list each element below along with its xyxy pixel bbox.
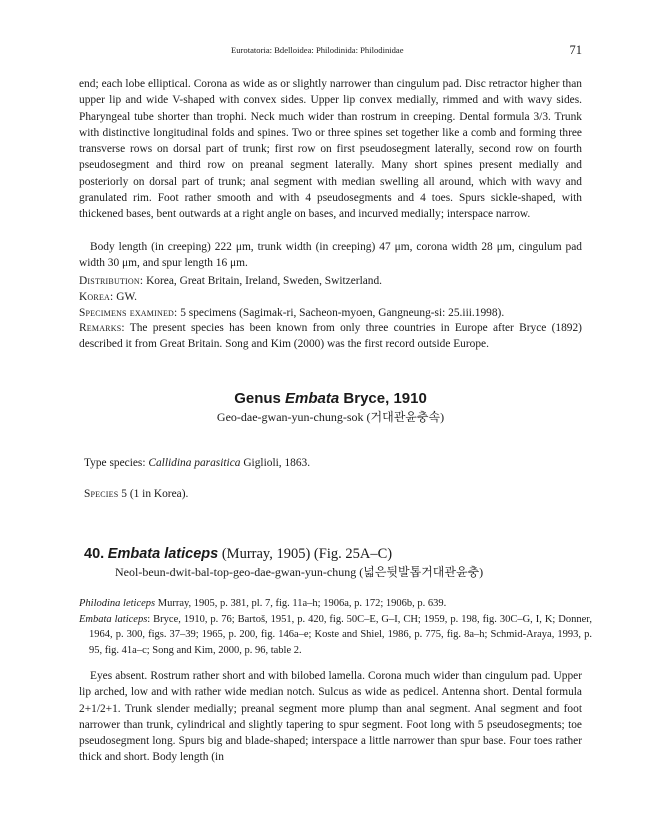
genus-heading bbox=[79, 389, 582, 425]
synonym-refs: Murray, 1905, p. 381, pl. 7, fig. 11a–h; 1906a, p. 172; 1906b, p. 639. bbox=[157, 598, 447, 609]
type-species-authority: Giglioli, 1863. bbox=[243, 457, 311, 469]
species-description: Eyes absent. Rostrum rather short and with bilobed lamella. Corona much wider than cingulum pad. Upper lip arched, low and with rather wide median notch. Sulcus as wide as pedicel. Antenna short. Dental formula 2+1/2+1. Trunk slender medially; preanal segment more plump than anal segment. Anal segment and foot narrower than trunk, cylindrical and slightly tapering to spur segment. Foot long with 5 pseudosegments; toe pseudosegment long. Spurs big and blade-shaped; interspace a little narrower than spur base. Four toes rather thick and short. Body length (in bbox=[79, 670, 582, 764]
species-title bbox=[84, 545, 582, 564]
korea-label: Korea: bbox=[79, 291, 114, 303]
species-count bbox=[84, 486, 582, 502]
distribution bbox=[79, 273, 582, 289]
type-species bbox=[84, 455, 582, 471]
type-species-name: Callidina parasitica bbox=[148, 457, 241, 469]
remarks-label: Remarks: bbox=[79, 322, 125, 334]
synonym-name: Embata laticeps bbox=[79, 614, 148, 625]
measurements: Body length (in creeping) 222 μm, trunk width (in creeping) 47 μm, corona width 28 μm, cingulum pad width 30 μm, and spur length 16 μm. bbox=[79, 241, 582, 270]
running-head-text: Eurotatoria: Bdelloidea: Philodinida: Philodinidae bbox=[231, 45, 404, 55]
remarks-text: The present species has been known from only three countries in Europe after Bryce (1892) described it from Great Britain. Song and Kim (2000) was the first record outside Europe. bbox=[79, 322, 582, 351]
genus-authority: Bryce, 1910 bbox=[343, 390, 427, 407]
species-korean-name: Neol-beun-dwit-bal-top-geo-dae-gwan-yun-chung (넓은뒷발톱거대관윤충) bbox=[115, 565, 484, 579]
korea-record bbox=[79, 289, 582, 305]
genus-title bbox=[79, 389, 582, 409]
specimens-examined bbox=[79, 305, 582, 321]
species-number: 40. bbox=[84, 546, 105, 562]
specimens-text: 5 specimens (Sagimak-ri, Sacheon-myoen, Gangneung-si: 25.iii.1998). bbox=[180, 307, 505, 319]
synonym-refs: : Bryce, 1910, p. 76; Bartoš, 1951, p. 420, fig. 50C–E, G–I, CH; 1959, p. 198, fig. 30C–G, I, K; Donner, 1964, p. 300, figs. 37–39; 1965, p. 200, fig. 146a–e; Koste and Shiel, 1986, p. 775, fig. 8a–h; Schmid-Araya, 1993, p. 95, fig. 41a–c; Song and Kim, 2000, p. 96, table 2. bbox=[89, 614, 592, 656]
species-name: Embata laticeps bbox=[107, 546, 219, 562]
species-authority: (Murray, 1905) (Fig. 25A–C) bbox=[221, 546, 393, 562]
species-heading bbox=[84, 545, 582, 581]
synonym-name: Philodina leticeps bbox=[79, 598, 156, 609]
synonymy-entry bbox=[79, 596, 592, 611]
synonymy-entry bbox=[79, 612, 592, 658]
page-number: 71 bbox=[569, 43, 582, 57]
description-continued: end; each lobe elliptical. Corona as wide as or slightly narrower than cingulum pad. Disc retractor higher than upper lip and wide V-shaped with convex sides. Upper lip convex medially, rimmed and with wavy sides. Pharyngeal tube shorter than trophi. Neck much wider than rostrum in creeping. Dental formula 3/3. Trunk with distinctive longitudinal folds and spines. Two or three spines set together like a comb and forming three transverse rows on dorsal part of trunk; first row on first pseudosegment laterally, second row on fourth pseudosegment and third row on preanal segment laterally. Many short spines present medially and posteriorly on dorsal part of trunk; anal segment with median swelling all around, which with wavy and granulated rim. Foot rather smooth and with 4 pseudosegments and 4 toes. Spurs sickle-shaped, with thickened bases, bent outwards at a right angle on bases, and incurved medially; interspace narrow. bbox=[79, 78, 582, 221]
korea-text: GW. bbox=[116, 291, 138, 303]
species-count-label: Species bbox=[84, 488, 119, 500]
running-head bbox=[79, 44, 582, 60]
species-count-value: 5 (1 in Korea). bbox=[121, 488, 189, 500]
distribution-label: Distribution: bbox=[79, 275, 144, 287]
distribution-text: Korea, Great Britain, Ireland, Sweden, Switzerland. bbox=[146, 275, 383, 287]
type-species-label: Type species: bbox=[84, 457, 146, 469]
remarks bbox=[79, 320, 582, 353]
genus-korean-name: Geo-dae-gwan-yun-chung-sok (거대관윤충속) bbox=[216, 410, 445, 424]
genus-name: Embata bbox=[285, 390, 340, 407]
specimens-label: Specimens examined: bbox=[79, 307, 178, 319]
genus-prefix: Genus bbox=[234, 390, 281, 407]
